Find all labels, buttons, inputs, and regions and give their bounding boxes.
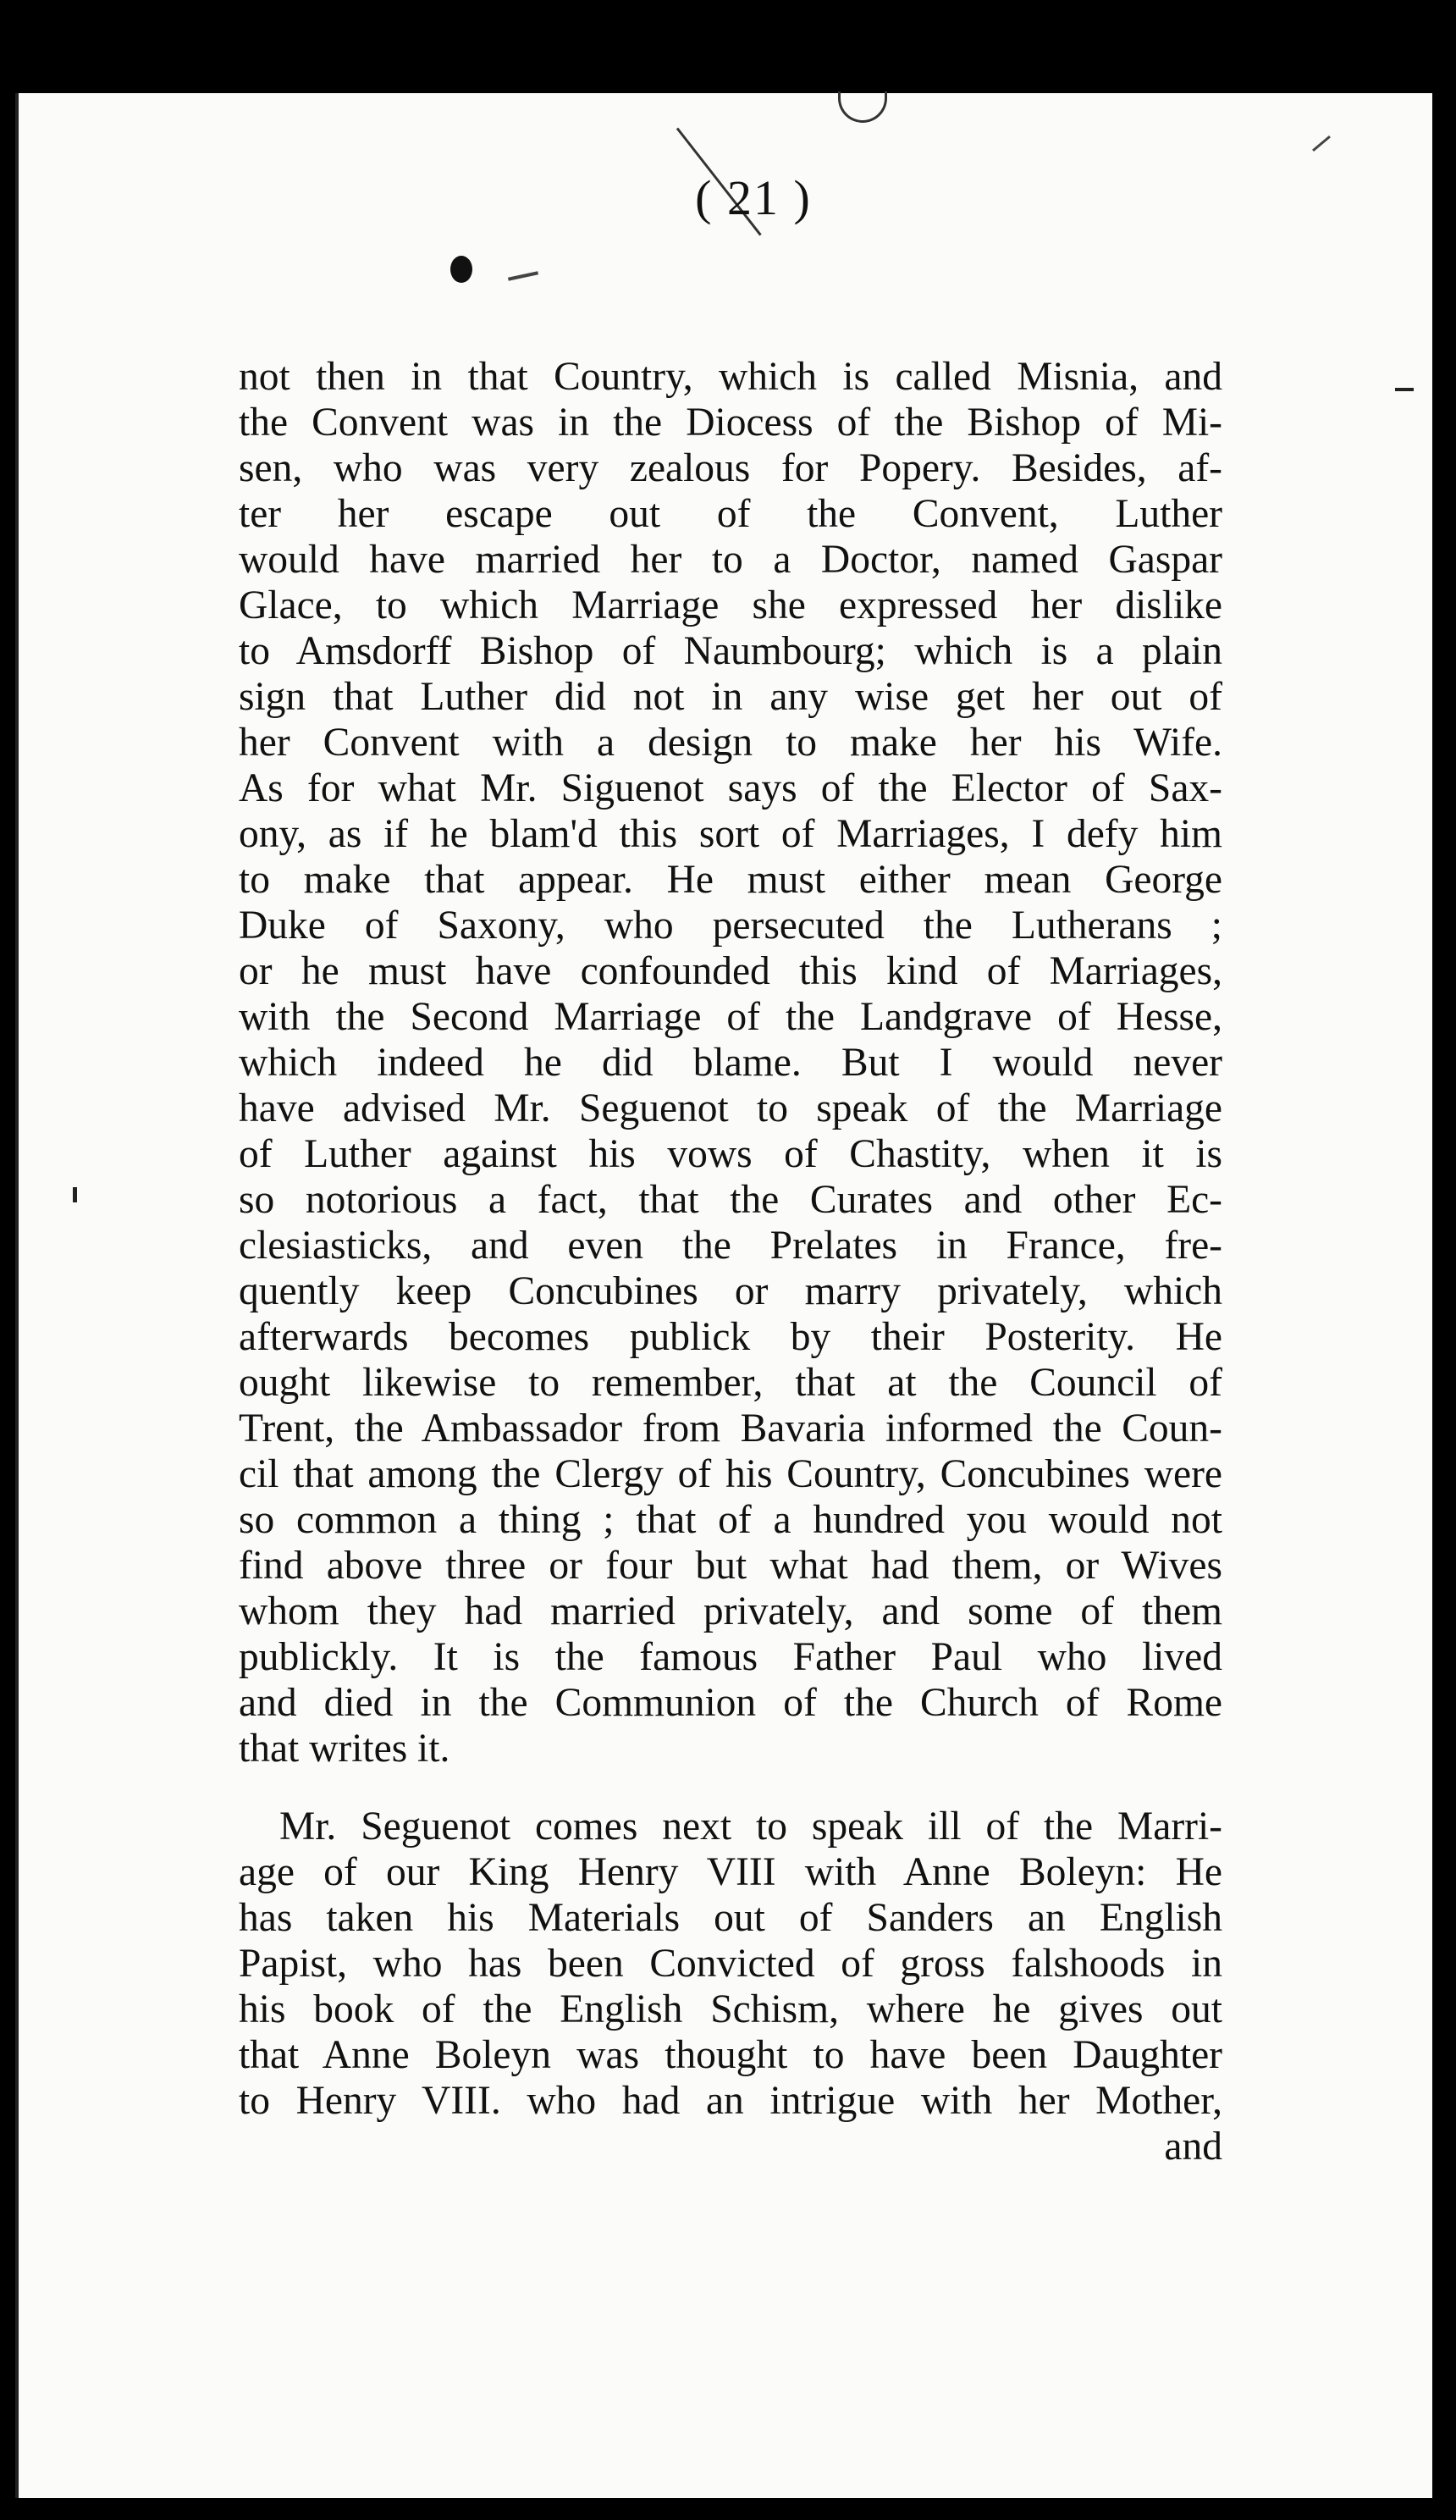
text-line: that writes it. xyxy=(239,1727,450,1771)
text-line: ought likewise to remember, that at the Council of xyxy=(239,1361,1222,1405)
edge-mark xyxy=(1395,388,1414,391)
text-line: cil that among the Clergy of his Country, Concubines were xyxy=(239,1452,1222,1496)
text-line: age of our King Henry VIII with Anne Boleyn: He xyxy=(239,1850,1222,1894)
text-line: ter her escape out of the Convent, Luther xyxy=(239,492,1222,536)
text-line: to Amsdorff Bishop of Naumbourg; which is a plain xyxy=(239,629,1222,673)
text-line: which indeed he did blame. But I would never xyxy=(239,1041,1222,1085)
text-line: with the Second Marriage of the Landgrave of Hesse, xyxy=(239,995,1222,1039)
text-line: sign that Luther did not in any wise get her out of xyxy=(239,675,1222,719)
text-line: or he must have confounded this kind of Marriages, xyxy=(239,949,1222,993)
text-line: the Convent was in the Diocess of the Bishop of Mi- xyxy=(239,401,1222,445)
text-line: clesiasticks, and even the Prelates in France, fre- xyxy=(239,1224,1222,1268)
paragraph-2 xyxy=(239,1804,1222,2169)
text-line: ony, as if he blam'd this sort of Marriages, I defy him xyxy=(239,812,1222,856)
ink-blot xyxy=(450,256,472,283)
page-number: ( 21 ) xyxy=(695,170,812,225)
text-line: his book of the English Schism, where he gives out xyxy=(239,1987,1222,2031)
text-line: to make that appear. He must either mean George xyxy=(239,858,1222,902)
text-line: Papist, who has been Convicted of gross falshoods in xyxy=(239,1942,1222,1986)
text-line: and died in the Communion of the Church of Rome xyxy=(239,1681,1222,1725)
text-line: her Convent with a design to make her his Wife. xyxy=(239,721,1222,765)
text-line: to Henry VIII. who had an intrigue with her Mother, xyxy=(239,2079,1222,2123)
text-line: afterwards becomes publick by their Posterity. He xyxy=(239,1315,1222,1359)
catchword: and xyxy=(1164,2125,1222,2169)
text-line: so common a thing ; that of a hundred you would not xyxy=(239,1498,1222,1542)
text-line: find above three or four but what had them, or Wives xyxy=(239,1544,1222,1588)
text-line: have advised Mr. Seguenot to speak of the Marriage xyxy=(239,1086,1222,1130)
text-line: Trent, the Ambassador from Bavaria informed the Coun- xyxy=(239,1406,1222,1451)
text-line: publickly. It is the famous Father Paul who lived xyxy=(239,1635,1222,1679)
text-line: Mr. Seguenot comes next to speak ill of the Marri- xyxy=(279,1804,1222,1849)
text-line: that Anne Boleyn was thought to have been Daughter xyxy=(239,2033,1222,2077)
text-line: of Luther against his vows of Chastity, when it is xyxy=(239,1132,1222,1176)
text-line: quently keep Concubines or marry privately, which xyxy=(239,1269,1222,1313)
text-line: sen, who was very zealous for Popery. Besides, af- xyxy=(239,446,1222,490)
margin-tick-mark xyxy=(73,1187,77,1202)
paragraph-1 xyxy=(239,354,1222,1771)
text-line: As for what Mr. Siguenot says of the Elector of Sax- xyxy=(239,766,1222,810)
text-line: whom they had married privately, and some of them xyxy=(239,1589,1222,1633)
text-line: has taken his Materials out of Sanders an English xyxy=(239,1896,1222,1940)
text-line: not then in that Country, which is called Misnia, and xyxy=(239,355,1222,399)
text-line: so notorious a fact, that the Curates and other Ec- xyxy=(239,1178,1222,1222)
text-line: would have married her to a Doctor, named Gaspar xyxy=(239,538,1222,582)
text-line: Glace, to which Marriage she expressed her dislike xyxy=(239,583,1222,627)
text-line: Duke of Saxony, who persecuted the Lutherans ; xyxy=(239,904,1222,948)
